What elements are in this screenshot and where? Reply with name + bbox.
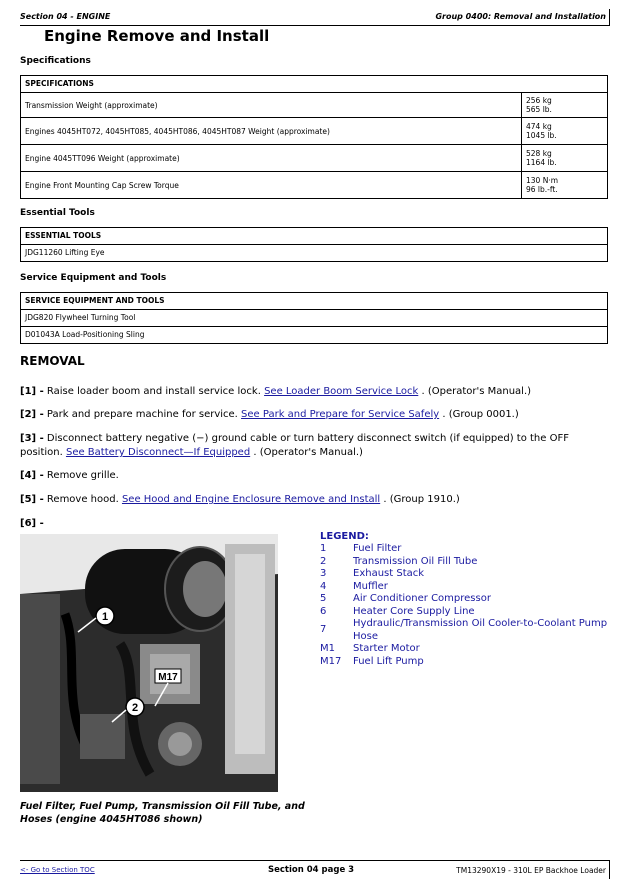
table-row: JDG11260 Lifting Eye (25, 248, 105, 257)
loader-boom-service-lock-link[interactable]: See Loader Boom Service Lock (264, 386, 419, 397)
hood-enclosure-link[interactable]: See Hood and Engine Enclosure Remove and Install (121, 494, 381, 505)
list-item: 7 Hydraulic/Transmission Oil Cooler-to-Coolant Pump Hose (320, 618, 608, 642)
section-toc-link[interactable]: <- Go to Section TOC (20, 866, 95, 874)
group-label: Group 0400: Removal and Installation (435, 12, 606, 21)
list-item: M17 Fuel Lift Pump (320, 655, 424, 667)
spec-value: 130 N·m 96 lb.-ft. (521, 172, 607, 198)
step-3: [3] - Disconnect battery negative (−) ground cable or turn battery disconnect switch (if equipped) to the OFF position. See Battery Disconnect—If Equipped . (Operator's Manual.) (20, 433, 569, 458)
essential-tools-heading: Essential Tools (20, 208, 95, 218)
list-item: 4 Muffler (320, 580, 388, 592)
specifications-table-header: SPECIFICATIONS (21, 76, 607, 93)
page-number: Section 04 page 3 (268, 865, 355, 875)
spec-item: Transmission Weight (approximate) (25, 100, 158, 110)
list-item: 5 Air Conditioner Compressor (320, 593, 491, 604)
table-row (21, 118, 607, 145)
specifications-heading: Specifications (20, 56, 91, 66)
spec-item: Engine 4045TT096 Weight (approximate) (25, 153, 180, 163)
table-row (21, 93, 607, 118)
legend (320, 531, 610, 668)
step-2: [2] - Park and prepare machine for service. See Park and Prepare for Service Safely . (Group 0001.) (20, 409, 519, 420)
park-prepare-service-link[interactable]: See Park and Prepare for Service Safely (241, 409, 440, 420)
step-4: [4] - Remove grille. (20, 470, 119, 481)
spec-value: 256 kg 565 lb. (521, 93, 607, 117)
engine-illustration (20, 534, 278, 792)
list-item: M1 Starter Motor (320, 643, 420, 654)
removal-heading: REMOVAL (20, 354, 85, 368)
specifications-table (20, 75, 608, 199)
table-row: D01043A Load-Positioning Sling (25, 330, 145, 339)
callout-1: 1 (101, 611, 109, 623)
table-row (21, 172, 607, 198)
engine-photo (20, 534, 278, 792)
list-item: 2 Transmission Oil Fill Tube (320, 555, 478, 567)
document-id: TM13290X19 - 310L EP Backhoe Loader (456, 866, 606, 875)
spec-item: Engines 4045HT072, 4045HT085, 4045HT086, 4045HT087 Weight (approximate) (25, 126, 330, 136)
step-6: [6] - (20, 518, 44, 529)
essential-tools-table (20, 227, 608, 262)
service-equipment-heading: Service Equipment and Tools (20, 273, 167, 283)
table-row: JDG820 Flywheel Turning Tool (21, 310, 607, 327)
battery-disconnect-link[interactable]: See Battery Disconnect—If Equipped (65, 447, 251, 458)
page-title: Engine Remove and Install (44, 27, 270, 45)
list-item: 3 Exhaust Stack (320, 568, 425, 579)
callout-m17: M17 (158, 672, 178, 683)
spec-item: Engine Front Mounting Cap Screw Torque (25, 180, 179, 190)
list-item: 6 Heater Core Supply Line (320, 605, 475, 617)
list-item: 1 Fuel Filter (320, 543, 402, 554)
page-footer (20, 860, 610, 879)
legend-title: LEGEND: (320, 531, 369, 542)
essential-tools-header: ESSENTIAL TOOLS (21, 228, 607, 245)
step-1: [1] - Raise loader boom and install service lock. See Loader Boom Service Lock . (Operator's Manual.) (20, 386, 532, 397)
service-equipment-table (20, 292, 608, 344)
callout-2: 2 (131, 702, 139, 714)
service-equipment-header: SERVICE EQUIPMENT AND TOOLS (21, 293, 607, 310)
table-row (21, 145, 607, 172)
spec-value: 528 kg 1164 lb. (521, 145, 607, 171)
figure-caption: Fuel Filter, Fuel Pump, Transmission Oil Fill Tube, and Hoses (engine 4045HT086 shown) (20, 801, 305, 825)
page-header (20, 9, 610, 26)
step-5: [5] - Remove hood. See Hood and Engine Enclosure Remove and Install . (Group 1910.) (20, 494, 460, 505)
section-label: Section 04 - ENGINE (20, 12, 111, 21)
spec-value: 474 kg 1045 lb. (521, 118, 607, 144)
